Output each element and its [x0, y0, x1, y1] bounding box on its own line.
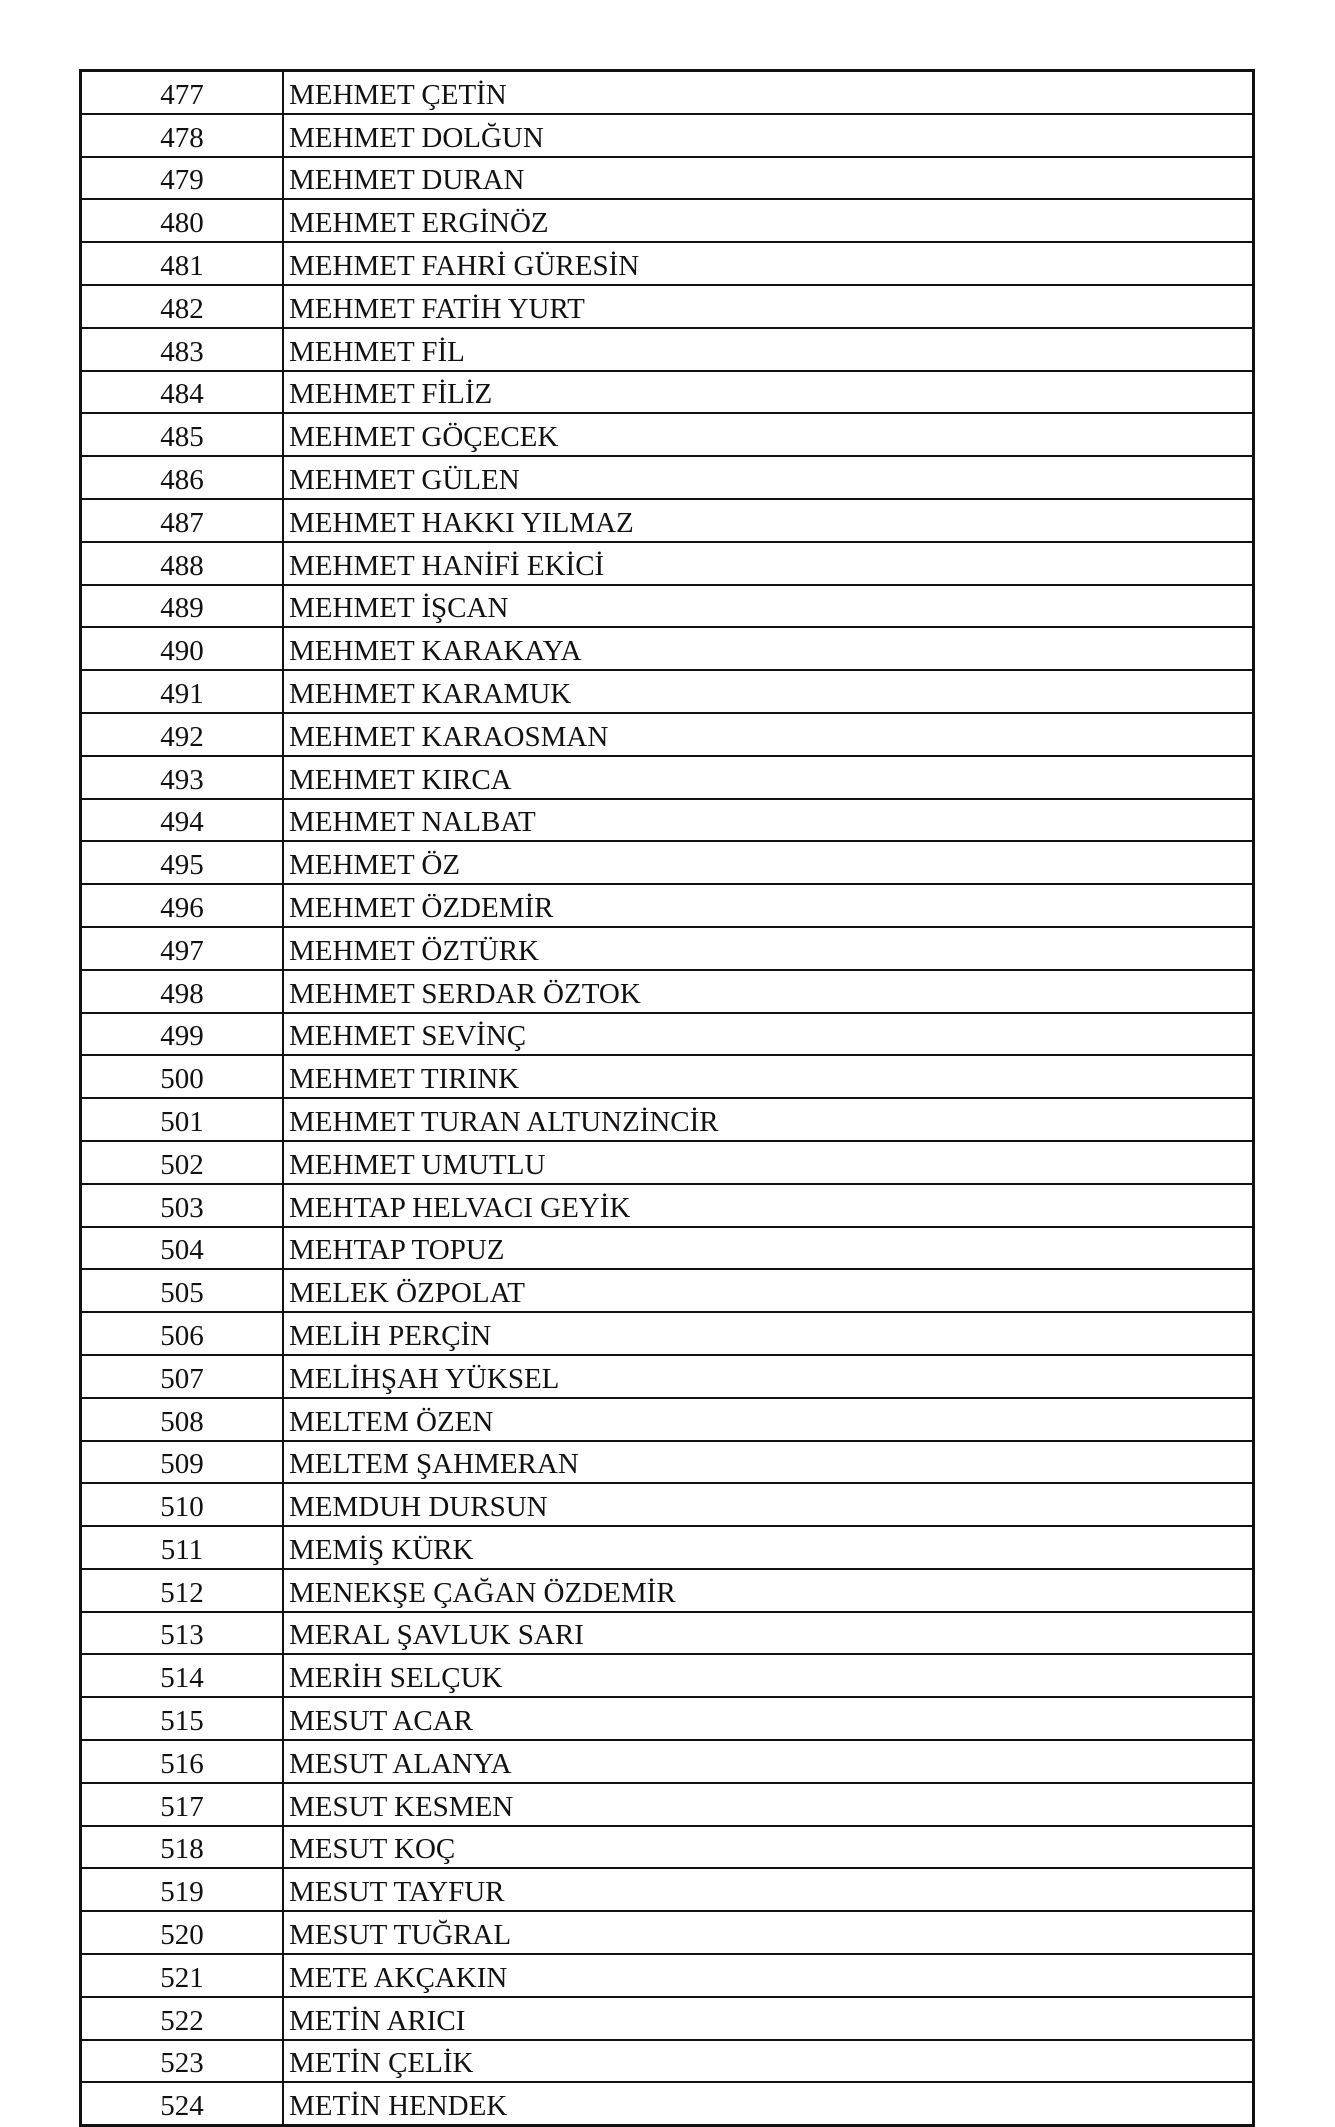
row-number: 510: [81, 1483, 284, 1526]
person-name: MELEK ÖZPOLAT: [283, 1269, 1254, 1312]
table-row: [81, 1184, 1254, 1227]
table-row: [81, 1997, 1254, 2040]
person-name: MELİHŞAH YÜKSEL: [283, 1355, 1254, 1398]
names-table: [79, 69, 1255, 2127]
row-number: 490: [81, 627, 284, 670]
row-number: 489: [81, 585, 284, 628]
table-row: [81, 1868, 1254, 1911]
person-name: MESUT TUĞRAL: [283, 1911, 1254, 1954]
row-number: 521: [81, 1954, 284, 1997]
table-row: [81, 1227, 1254, 1270]
row-number: 496: [81, 884, 284, 927]
table-row: [81, 1312, 1254, 1355]
table-row: [81, 1697, 1254, 1740]
person-name: MEHMET HANİFİ EKİCİ: [283, 542, 1254, 585]
table-row: [81, 1055, 1254, 1098]
row-number: 478: [81, 114, 284, 157]
person-name: MEMİŞ KÜRK: [283, 1526, 1254, 1569]
person-name: MEHMET ÖZDEMİR: [283, 884, 1254, 927]
row-number: 507: [81, 1355, 284, 1398]
person-name: MENEKŞE ÇAĞAN ÖZDEMİR: [283, 1569, 1254, 1612]
person-name: MEHMET KARAMUK: [283, 670, 1254, 713]
row-number: 511: [81, 1526, 284, 1569]
row-number: 508: [81, 1398, 284, 1441]
row-number: 520: [81, 1911, 284, 1954]
person-name: MESUT ACAR: [283, 1697, 1254, 1740]
person-name: MEHMET NALBAT: [283, 799, 1254, 842]
row-number: 497: [81, 927, 284, 970]
table-row: [81, 1483, 1254, 1526]
table-row: [81, 2040, 1254, 2083]
person-name: MEHMET İŞCAN: [283, 585, 1254, 628]
row-number: 514: [81, 1654, 284, 1697]
person-name: MEHMET ERGİNÖZ: [283, 199, 1254, 242]
table-row: [81, 1141, 1254, 1184]
table-row: [81, 1911, 1254, 1954]
person-name: MESUT KESMEN: [283, 1783, 1254, 1826]
row-number: 518: [81, 1826, 284, 1869]
row-number: 522: [81, 1997, 284, 2040]
table-row: [81, 1098, 1254, 1141]
person-name: METİN ARICI: [283, 1997, 1254, 2040]
row-number: 481: [81, 242, 284, 285]
row-number: 484: [81, 371, 284, 414]
table-body: [81, 71, 1254, 2126]
person-name: MEHMET FATİH YURT: [283, 285, 1254, 328]
person-name: MEHTAP HELVACI GEYİK: [283, 1184, 1254, 1227]
person-name: MEHMET GÜLEN: [283, 456, 1254, 499]
table-row: [81, 970, 1254, 1013]
person-name: MEHMET KIRCA: [283, 756, 1254, 799]
row-number: 500: [81, 1055, 284, 1098]
table-row: [81, 456, 1254, 499]
table-row: [81, 884, 1254, 927]
person-name: MEHMET KARAKAYA: [283, 627, 1254, 670]
person-name: MEHMET FİLİZ: [283, 371, 1254, 414]
table-row: [81, 1398, 1254, 1441]
table-row: [81, 1526, 1254, 1569]
person-name: MEHMET SERDAR ÖZTOK: [283, 970, 1254, 1013]
person-name: MEHMET FİL: [283, 328, 1254, 371]
person-name: MERAL ŞAVLUK SARI: [283, 1612, 1254, 1655]
table-row: [81, 1826, 1254, 1869]
row-number: 506: [81, 1312, 284, 1355]
person-name: MEHMET HAKKI YILMAZ: [283, 499, 1254, 542]
person-name: MEHTAP TOPUZ: [283, 1227, 1254, 1270]
person-name: METE AKÇAKIN: [283, 1954, 1254, 1997]
table-row: [81, 1013, 1254, 1056]
row-number: 482: [81, 285, 284, 328]
table-row: [81, 841, 1254, 884]
person-name: MEHMET TIRINK: [283, 1055, 1254, 1098]
person-name: MEHMET TURAN ALTUNZİNCİR: [283, 1098, 1254, 1141]
person-name: MEHMET DURAN: [283, 157, 1254, 200]
row-number: 477: [81, 71, 284, 114]
row-number: 502: [81, 1141, 284, 1184]
person-name: MELTEM ÖZEN: [283, 1398, 1254, 1441]
person-name: MESUT TAYFUR: [283, 1868, 1254, 1911]
person-name: MESUT ALANYA: [283, 1740, 1254, 1783]
row-number: 493: [81, 756, 284, 799]
row-number: 495: [81, 841, 284, 884]
row-number: 515: [81, 1697, 284, 1740]
table-row: [81, 242, 1254, 285]
table-row: [81, 2082, 1254, 2125]
row-number: 491: [81, 670, 284, 713]
table-row: [81, 1569, 1254, 1612]
row-number: 485: [81, 413, 284, 456]
table-row: [81, 1269, 1254, 1312]
row-number: 483: [81, 328, 284, 371]
person-name: MEHMET FAHRİ GÜRESİN: [283, 242, 1254, 285]
row-number: 488: [81, 542, 284, 585]
row-number: 513: [81, 1612, 284, 1655]
person-name: MEHMET ÇETİN: [283, 71, 1254, 114]
person-name: MEMDUH DURSUN: [283, 1483, 1254, 1526]
person-name: MELİH PERÇİN: [283, 1312, 1254, 1355]
person-name: MEHMET DOLĞUN: [283, 114, 1254, 157]
table-row: [81, 199, 1254, 242]
table-row: [81, 713, 1254, 756]
table-row: [81, 585, 1254, 628]
row-number: 487: [81, 499, 284, 542]
row-number: 494: [81, 799, 284, 842]
person-name: MEHMET KARAOSMAN: [283, 713, 1254, 756]
table-row: [81, 1783, 1254, 1826]
table-row: [81, 413, 1254, 456]
row-number: 492: [81, 713, 284, 756]
person-name: MEHMET UMUTLU: [283, 1141, 1254, 1184]
table-row: [81, 1954, 1254, 1997]
row-number: 516: [81, 1740, 284, 1783]
row-number: 486: [81, 456, 284, 499]
table-row: [81, 1740, 1254, 1783]
table-row: [81, 1654, 1254, 1697]
table-row: [81, 499, 1254, 542]
table-row: [81, 285, 1254, 328]
person-name: MEHMET ÖZTÜRK: [283, 927, 1254, 970]
table-row: [81, 1355, 1254, 1398]
person-name: MEHMET GÖÇECEK: [283, 413, 1254, 456]
table-row: [81, 670, 1254, 713]
row-number: 480: [81, 199, 284, 242]
person-name: METİN ÇELİK: [283, 2040, 1254, 2083]
person-name: MELTEM ŞAHMERAN: [283, 1441, 1254, 1484]
table-row: [81, 1441, 1254, 1484]
table-row: [81, 627, 1254, 670]
row-number: 479: [81, 157, 284, 200]
row-number: 523: [81, 2040, 284, 2083]
person-name: MERİH SELÇUK: [283, 1654, 1254, 1697]
table-row: [81, 328, 1254, 371]
row-number: 519: [81, 1868, 284, 1911]
table-row: [81, 756, 1254, 799]
table-row: [81, 157, 1254, 200]
row-number: 512: [81, 1569, 284, 1612]
row-number: 501: [81, 1098, 284, 1141]
row-number: 504: [81, 1227, 284, 1270]
row-number: 498: [81, 970, 284, 1013]
person-name: MEHMET SEVİNÇ: [283, 1013, 1254, 1056]
row-number: 503: [81, 1184, 284, 1227]
table-row: [81, 799, 1254, 842]
table-row: [81, 1612, 1254, 1655]
row-number: 505: [81, 1269, 284, 1312]
row-number: 499: [81, 1013, 284, 1056]
person-name: MEHMET ÖZ: [283, 841, 1254, 884]
table-row: [81, 71, 1254, 114]
person-name: MESUT KOÇ: [283, 1826, 1254, 1869]
row-number: 517: [81, 1783, 284, 1826]
table-row: [81, 927, 1254, 970]
row-number: 524: [81, 2082, 284, 2125]
table-row: [81, 114, 1254, 157]
table-row: [81, 371, 1254, 414]
table-row: [81, 542, 1254, 585]
row-number: 509: [81, 1441, 284, 1484]
person-name: METİN HENDEK: [283, 2082, 1254, 2125]
